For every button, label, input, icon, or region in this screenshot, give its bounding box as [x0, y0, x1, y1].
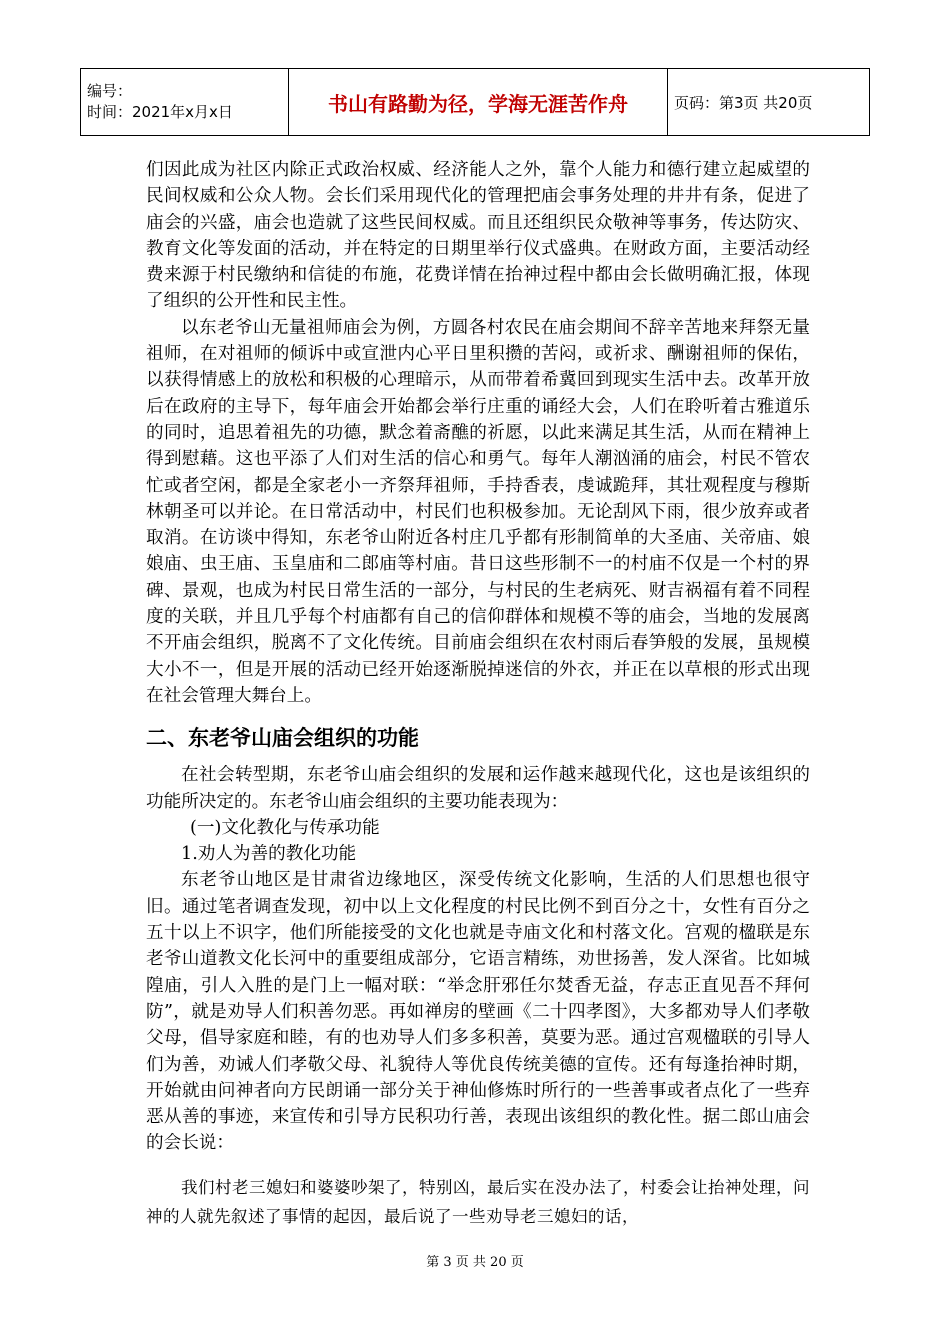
subsubsection-heading: 1.劝人为善的教化功能 — [181, 844, 357, 865]
header-page-info: 页码：第3页 共20页 — [668, 69, 870, 136]
document-number: 编号： — [87, 82, 133, 100]
section-intro: 在社会转型期，东老爷山庙会组织的发展和运作越来越现代化，这也是该组织的功能所决定的。东老爷山庙会组织的主要功能表现为： — [146, 765, 810, 812]
header-meta — [81, 69, 289, 136]
document-body — [146, 157, 810, 1231]
body-paragraph: 东老爷山地区是甘肃省边缘地区，深受传统文化影响，生活的人们思想也很守旧。通过笔者调查发现，初中以上文化程度的村民比例不到百分之十，女性有百分之五十以上不识字，他们所能接受的文化也就是寺庙文化和村落文化。宫观的楹联是东老爷山道教文化长河中的重要组成部分，它语言精练，劝世扬善，发人深省。比如城隍庙，引人入胜的是门上一幅对联：“举念肝邪任尔焚香无益，存志正直见吾不拜何防”，就是劝导人们积善勿恶。再如禅房的壁画《二十四孝图》，大多都劝导人们孝敬父母，倡导家庭和睦，有的也劝导人们多多积善，莫要为恶。通过宫观楹联的引导人们为善，劝诫人们孝敬父母、礼貌待人等优良传统美德的宣传。还有每逢抬神时期，开始就由问神者向方民朗诵一部分关于神仙修炼时所行的一些善事或者点化了一些弃恶从善的事迹，来宣传和引导方民积功行善，表现出该组织的教化性。据二郎山庙会的会长说： — [146, 870, 810, 1154]
subsection-heading: (一)文化教化与传承功能 — [190, 817, 380, 838]
header-motto: 书山有路勤为径，学海无涯苦作舟 — [289, 69, 668, 136]
section-heading: 二、东老爷山庙会组织的功能 — [146, 726, 419, 751]
body-paragraph: 们因此成为社区内除正式政治权威、经济能人之外，靠个人能力和德行建立起威望的民间权威和公众人物。会长们采用现代化的管理把庙会事务处理的井井有条，促进了庙会的兴盛，庙会也造就了这些民间权威。而且还组织民众敬神等事务，传达防灾、教育文化等发面的活动，并在特定的日期里举行仪式盛典。在财政方面，主要活动经费来源于村民缴纳和信徒的布施，花费详情在抬神过程中都由会长做明确汇报，体现了组织的公开性和民主性。 — [146, 160, 810, 312]
page-header — [80, 68, 870, 136]
page-footer: 第 3 页 共 20 页 — [426, 1255, 524, 1270]
document-date: 时间：2021年x月x日 — [87, 103, 233, 121]
body-paragraph: 以东老爷山无量祖师庙会为例，方圆各村农民在庙会期间不辞辛苦地来拜祭无量祖师，在对祖师的倾诉中或宣泄内心平日里积攒的苦闷，或祈求、酬谢祖师的保佑，以获得情感上的放松和积极的心理暗示，从而带着希冀回到现实生活中去。改革开放后在政府的主导下，每年庙会开始都会举行庄重的诵经大会，人们在聆听着古雅道乐的同时，追思着祖先的功德，默念着斋醮的祈愿，以此来满足其生活，从而在精神上得到慰藉。这也平添了人们对生活的信心和勇气。每年人潮汹涌的庙会，村民不管农忙或者空闲，都是全家老小一齐祭拜祖师，手持香表，虔诚跪拜，其壮观程度与穆斯林朝圣可以并论。在日常活动中，村民们也积极参加。无论刮风下雨，很少放弃或者取消。在访谈中得知，东老爷山附近各村庄几乎都有形制简单的大圣庙、关帝庙、娘娘庙、虫王庙、玉皇庙和二郎庙等村庙。昔日这些形制不一的村庙不仅是一个村的界碑、景观，也成为村民日常生活的一部分，与村民的生老病死、财吉祸福有着不同程度的关联，并且几乎每个村庙都有自己的信仰群体和规模不等的庙会，当地的发展离不开庙会组织，脱离不了文化传统。目前庙会组织在农村雨后春笋般的发展，虽规模大小不一，但是开展的活动已经开始逐渐脱掉迷信的外衣，并正在以草根的形式出现在社会管理大舞台上。 — [146, 317, 810, 706]
interview-quote: 我们村老三媳妇和婆婆吵架了，特别凶，最后实在没办法了，村委会让抬神处理，问神的人就先叙述了事情的起因，最后说了一些劝导老三媳妇的话， — [146, 1177, 810, 1226]
